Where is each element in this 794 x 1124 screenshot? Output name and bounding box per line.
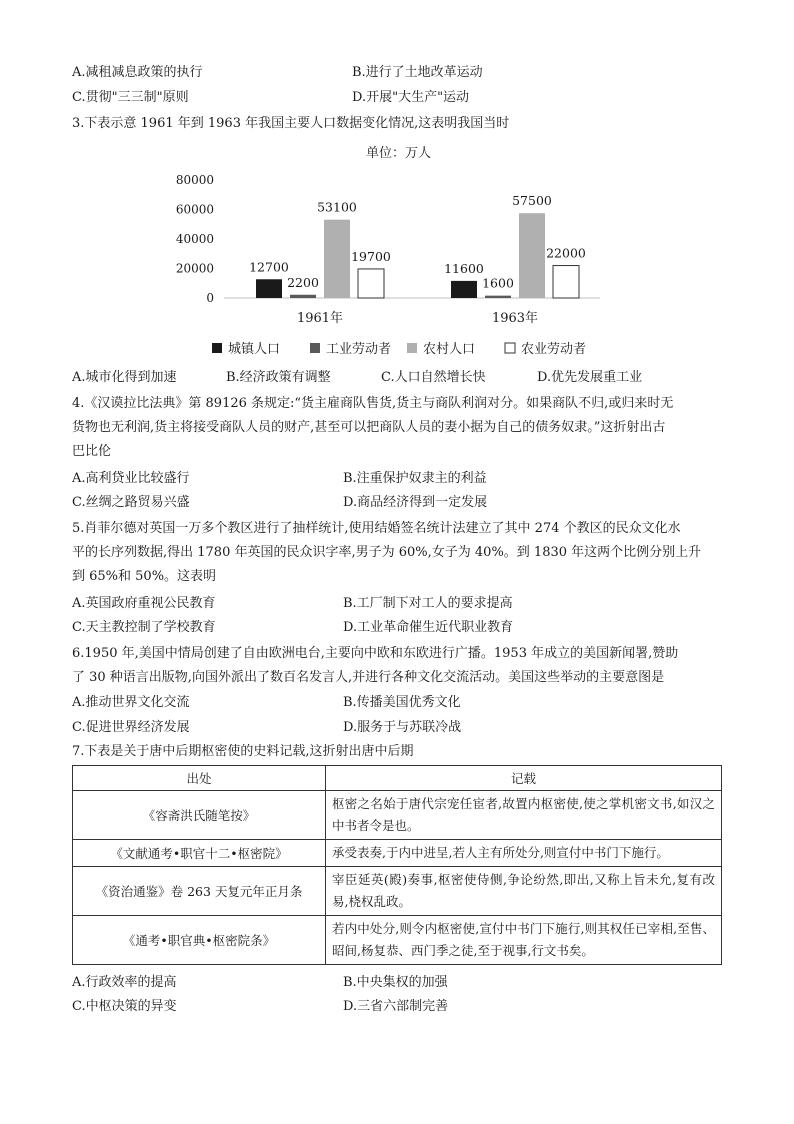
table-header-row [73,766,722,791]
option-a: A.城市化得到加速 [72,370,177,385]
data-label: 22000 [546,245,586,261]
option-d: D.工业革命催生近代职业教育 [343,620,514,635]
data-label: 11600 [444,260,484,276]
legend-swatch [310,343,320,353]
option-a: A.减租减息政策的执行 [72,65,203,80]
table-row [73,916,722,965]
data-label: 1600 [482,275,514,291]
legend-label: 农业劳动者 [521,342,587,357]
bar [451,281,477,298]
option-c: C.促进世界经济发展 [72,720,190,735]
column-header-source: 出处 [73,766,326,791]
record-cell: 宰臣延英(殿)奏事,枢密使侍侧,争论纷然,即出,又称上旨未允,复有改易,桡权乱政。 [326,867,722,916]
option-b: B.传播美国优秀文化 [343,695,461,710]
x-tick-label: 1961年 [296,311,344,326]
bar [519,213,545,298]
source-cell: 《通考•职官典•枢密院条》 [73,916,326,965]
question-4-stem [72,392,722,464]
option-c: C.天主教控制了学校教育 [72,620,216,635]
y-tick-label: 80000 [175,173,214,187]
source-cell: 《资治通鉴》卷 263 天复元年正月条 [73,867,326,916]
option-d: D.三省六部制完善 [343,999,449,1014]
option-b: B.中央集权的加强 [343,975,448,990]
source-cell: 《容斋洪氏随笔按》 [73,791,326,840]
legend-label: 城镇人口 [228,342,281,357]
y-tick-label: 20000 [175,261,214,276]
stem-line: 了 30 种语言出版物,向国外派出了数百名发言人,并进行各种文化交流活动。美国这些举动的主要意图是 [72,670,665,685]
option-b: B.进行了土地改革运动 [352,65,483,80]
stem-line: 6.1950 年,美国中情局创建了自由欧洲电台,主要向中欧和东欧进行广播。1953 年成立的美国新闻署,赞助 [72,646,679,661]
record-cell: 承受表奏,于内中进呈,若人主有所处分,则宣付中书门下施行。 [326,840,722,867]
bar [485,296,511,298]
stem-line: 巴比伦 [72,444,112,459]
option-a: A.推动世界文化交流 [72,695,190,710]
legend-label: 农村人口 [423,342,476,357]
stem-line: 货物也无利润,货主将接受商队人员的财产,甚至可以把商队人员的妻小据为自己的债务奴隶。”这折射出古 [72,420,666,435]
option-d: D.商品经济得到一定发展 [343,495,488,510]
legend-swatch [212,343,222,353]
option-c: C.中枢决策的异变 [72,999,177,1014]
data-label: 12700 [249,259,289,275]
stem-line: 5.肖菲尔德对英国一万多个教区进行了抽样统计,使用结婚签名统计法建立了其中 274 个教区的民众文化水 [72,521,681,536]
table-row [73,840,722,867]
option-d: D.优先发展重工业 [537,370,643,385]
option-a: A.英国政府重视公民教育 [72,596,216,611]
question-3-stem: 3.下表示意 1961 年到 1963 年我国主要人口数据变化情况,这表明我国当时 [72,116,510,131]
table-row [73,791,722,840]
option-c: C.丝绸之路贸易兴盛 [72,495,190,510]
column-header-record: 记载 [326,766,722,791]
x-tick-label: 1963年 [491,311,539,326]
bar [256,279,282,298]
data-label: 53100 [317,199,357,215]
option-c: C.贯彻"三三制"原则 [72,90,189,105]
stem-line: 到 65%和 50%。这表明 [72,569,217,584]
data-label: 57500 [512,193,552,209]
option-b: B.经济政策有调整 [226,370,331,385]
question-6-stem [72,642,722,690]
bar [553,266,579,298]
option-b: B.注重保护奴隶主的利益 [343,471,487,486]
source-cell: 《文献通考•职官十二•枢密院》 [73,840,326,867]
y-tick-label: 40000 [175,232,214,246]
option-d: D.开展"大生产"运动 [352,90,470,105]
chart-unit-label: 单位：万人 [366,146,432,161]
table-row [73,867,722,916]
data-label: 2200 [287,274,319,290]
option-c: C.人口自然增长快 [381,370,486,385]
question-7-stem: 7.下表是关于唐中后期枢密使的史料记载,这折射出唐中后期 [72,744,414,759]
legend-swatch [407,343,417,353]
bar [324,220,350,298]
record-cell: 若内中处分,则令内枢密使,宣付中书门下施行,则其权任已宰相,至售、昭间,杨复恭、西门季之徒,至于视事,行文书矣。 [326,916,722,965]
bar [358,269,384,298]
legend-swatch [505,343,515,353]
stem-line: 4.《汉谟拉比法典》第 89126 条规定:“货主雇商队售货,货主与商队利润对分。如果商队不归,或归来时无 [72,396,674,411]
data-label: 19700 [351,248,391,264]
stem-line: 平的长序列数据,得出 1780 年英国的民众识字率,男子为 60%,女子为 40%。到 1830 年这两个比例分别上升 [72,545,702,560]
option-d: D.服务于与苏联冷战 [343,720,462,735]
option-a: A.行政效率的提高 [72,975,177,990]
legend-label: 工业劳动者 [326,342,392,357]
bar [290,295,316,298]
y-tick-label: 0 [206,291,214,305]
option-b: B.工厂制下对工人的要求提高 [343,596,513,611]
question-5-stem [72,517,722,589]
y-tick-label: 60000 [175,202,214,217]
option-a: A.高利贷业比较盛行 [72,471,190,486]
record-cell: 枢密之名始于唐代宗宠任宦者,故置内枢密使,使之掌机密文书,如汉之中书者令是也。 [326,791,722,840]
records-table [72,765,722,965]
population-bar-chart [160,168,620,364]
